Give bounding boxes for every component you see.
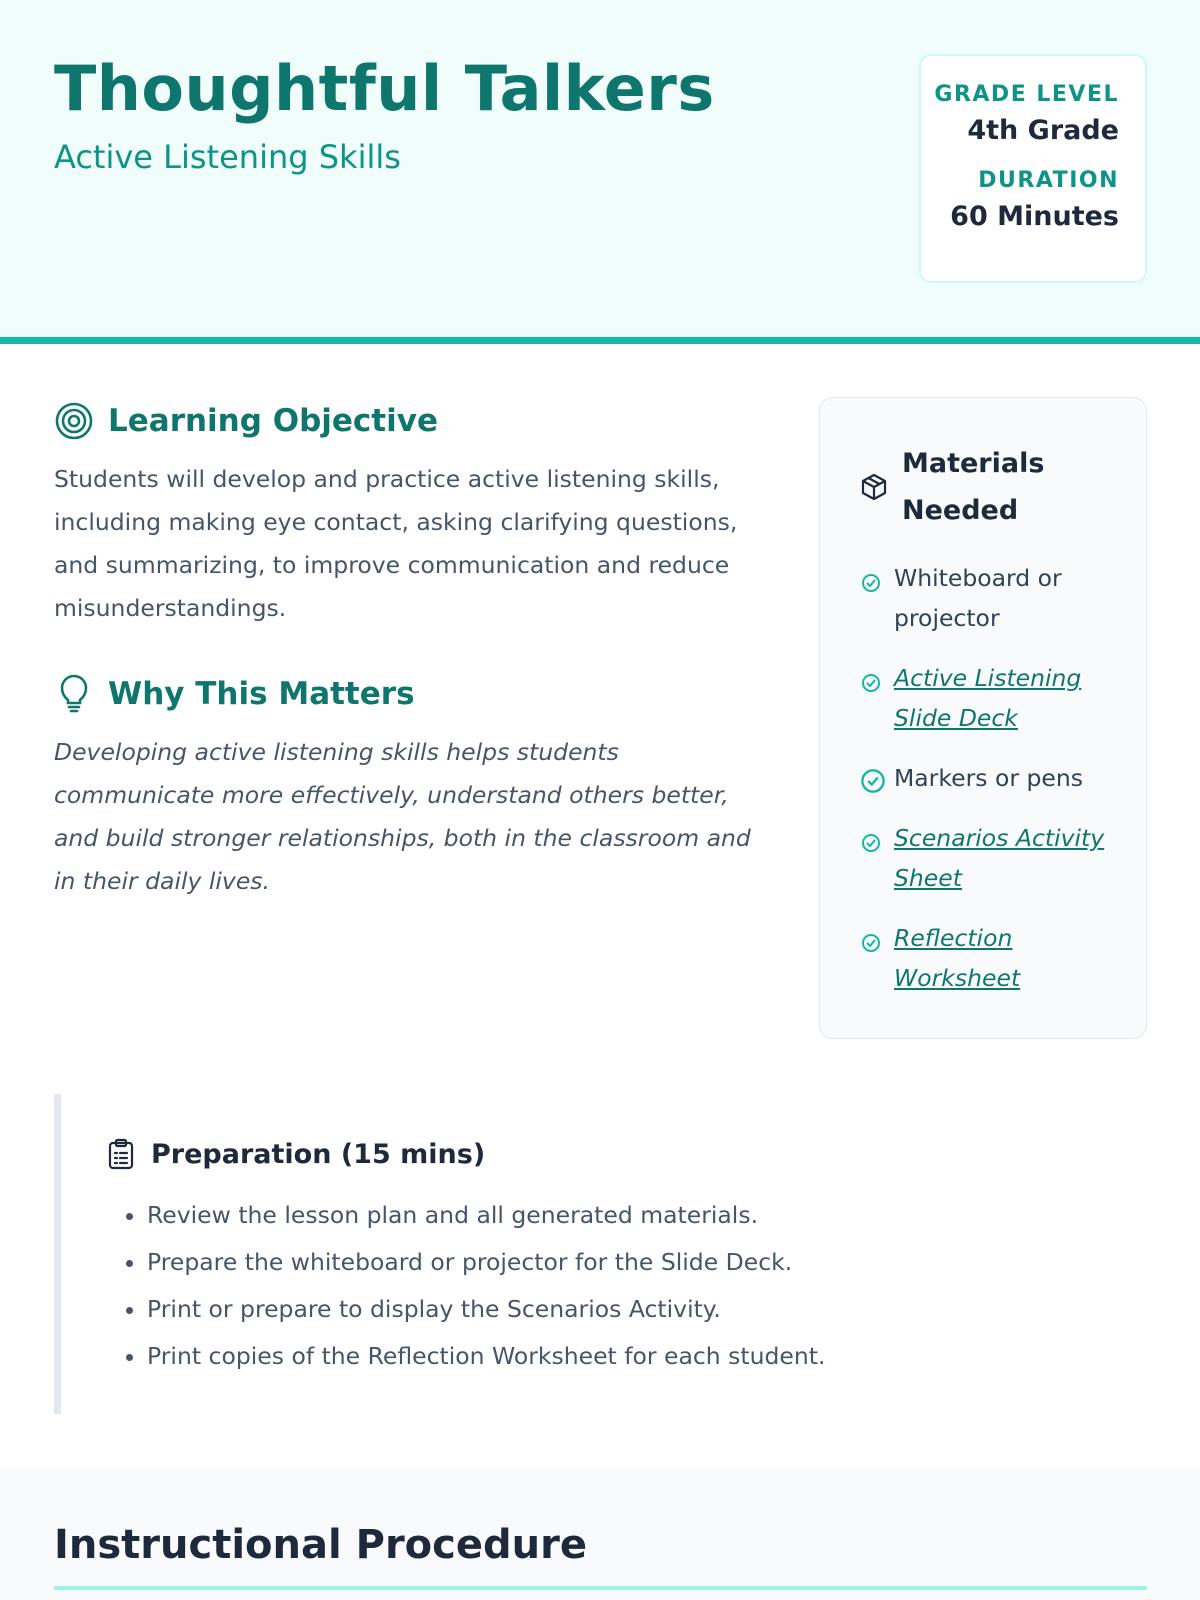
- lesson-subtitle: Active Listening Skills: [54, 138, 401, 176]
- preparation-item: • Print copies of the Reflection Worksheet for each student.: [147, 1333, 825, 1380]
- material-link-scenarios[interactable]: Scenarios Activity Sheet: [894, 824, 1105, 892]
- duration-value: 60 Minutes: [950, 201, 1119, 232]
- materials-heading: Materials Needed: [902, 448, 1045, 526]
- preparation-item: • Print or prepare to display the Scenarios Activity.: [147, 1286, 825, 1333]
- duration-label: DURATION: [978, 168, 1119, 193]
- check-circle-icon: [860, 926, 884, 950]
- procedure-divider: [54, 1586, 1147, 1590]
- preparation-heading: Preparation (15 mins): [151, 1138, 486, 1170]
- lesson-header: [0, 0, 1200, 344]
- why-heading: Why This Matters: [108, 676, 415, 712]
- material-link-slide-deck[interactable]: Active Listening Slide Deck: [894, 664, 1082, 732]
- material-link-reflection[interactable]: Reflection Worksheet: [894, 924, 1021, 992]
- objective-heading-row: [54, 401, 438, 441]
- materials-heading-row: [860, 440, 1072, 534]
- preparation-heading-row: [107, 1138, 485, 1170]
- materials-list: [860, 558, 1130, 1018]
- material-label: Markers or pens: [894, 764, 1083, 792]
- material-item: [860, 918, 1130, 998]
- grade-level-label: GRADE LEVEL: [934, 82, 1119, 107]
- lesson-meta-card: [919, 54, 1147, 283]
- why-heading-row: [54, 674, 415, 714]
- material-label: Whiteboard or projector: [894, 564, 1062, 632]
- preparation-item: • Prepare the whiteboard or projector for the Slide Deck.: [147, 1239, 825, 1286]
- procedure-heading: Instructional Procedure: [54, 1522, 587, 1568]
- lightbulb-icon: [54, 674, 94, 714]
- check-circle-icon: [860, 666, 884, 690]
- material-item: [860, 758, 1130, 798]
- preparation-item: • Review the lesson plan and all generated materials.: [147, 1192, 825, 1239]
- package-icon: [860, 472, 890, 502]
- grade-level-value: 4th Grade: [967, 115, 1119, 146]
- preparation-list: [147, 1192, 825, 1380]
- procedure-section: [0, 1468, 1200, 1600]
- target-icon: [54, 401, 94, 441]
- material-item: [860, 658, 1130, 738]
- material-item: [860, 558, 1130, 638]
- check-circle-icon: [860, 566, 884, 590]
- clipboard-icon: [107, 1138, 137, 1170]
- objective-text: Students will develop and practice active listening skills, including making eye contact, asking clarifying questions, and summarizing, to improve communication and reduce misunderstandings.: [54, 465, 738, 622]
- check-circle-icon: [860, 826, 884, 850]
- why-text: Developing active listening skills helps students communicate more effectively, understand others better, and build stronger relationships, both in the classroom and in their daily lives.: [54, 738, 751, 895]
- lesson-title: Thoughtful Talkers: [54, 52, 715, 125]
- objective-heading: Learning Objective: [108, 403, 438, 439]
- check-circle-icon: [860, 766, 884, 790]
- material-item: [860, 818, 1130, 898]
- materials-card: [819, 397, 1147, 1039]
- preparation-section: [54, 1094, 1147, 1414]
